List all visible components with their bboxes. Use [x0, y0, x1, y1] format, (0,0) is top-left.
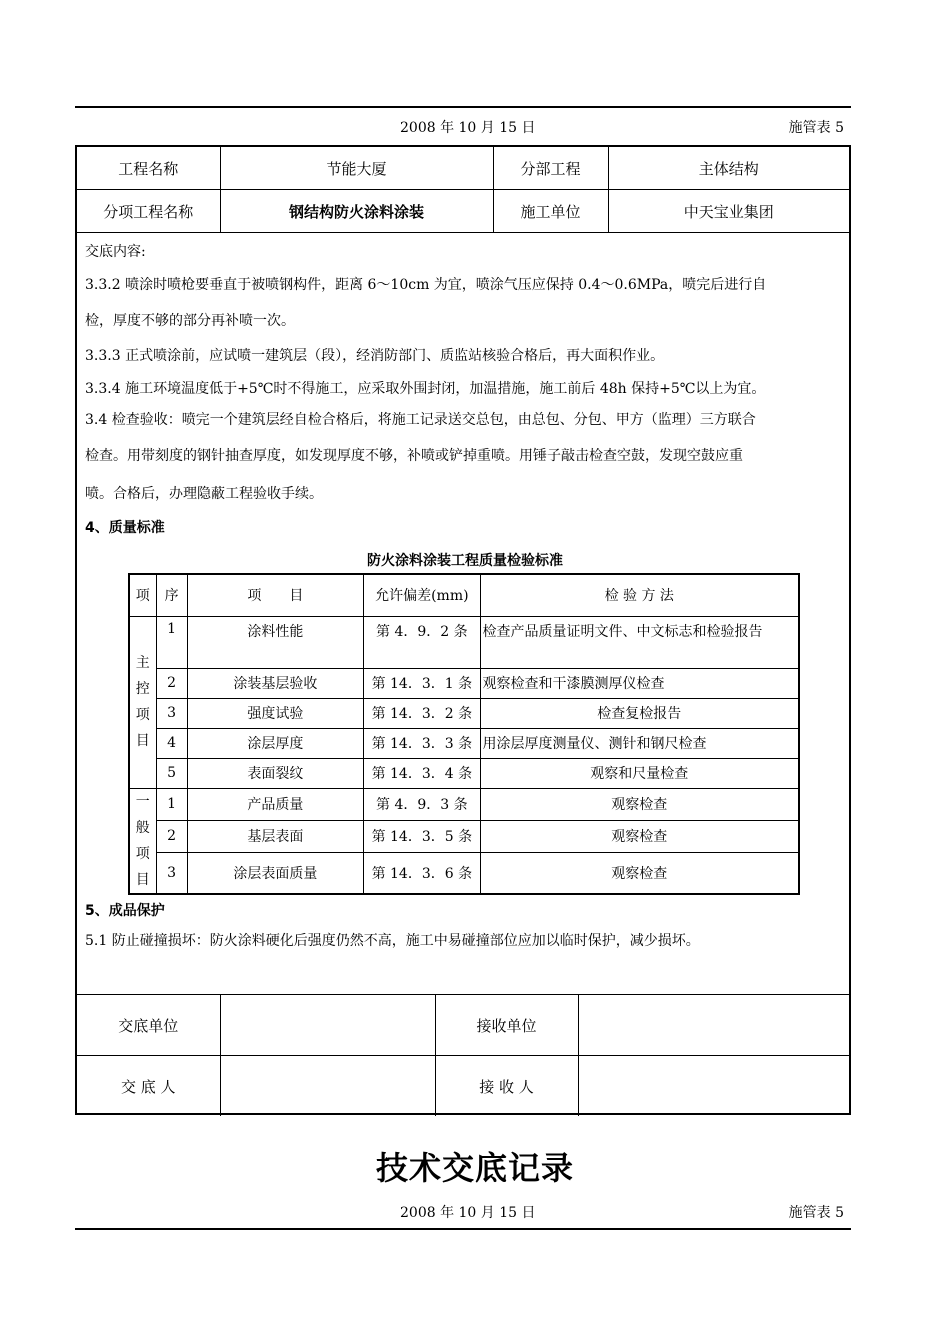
row-method: 观察检查和干漆膜测厚仪检查 — [480, 668, 799, 698]
row-name: 涂层厚度 — [187, 728, 364, 758]
row-tolerance: 第 14．3．3 条 — [364, 728, 480, 758]
row-tolerance: 第 14．3．6 条 — [364, 853, 480, 894]
row-method: 观察检查 — [480, 820, 799, 852]
contractor-value: 中天宝业集团 — [608, 190, 849, 233]
main-control-group — [129, 616, 156, 788]
contractor-label: 施工单位 — [493, 190, 608, 233]
row-method: 检查产品质量证明文件、中文标志和检验报告 — [480, 616, 799, 668]
row-seq: 3 — [156, 698, 187, 728]
row-tolerance: 第 14．3．1 条 — [364, 668, 480, 698]
row-seq: 1 — [156, 616, 187, 668]
header-form-number: 施管表 5 — [788, 120, 844, 136]
para-3-4-c: 喷。合格后，办理隐蔽工程验收手续。 — [85, 486, 323, 502]
row-tolerance: 第 4．9．3 条 — [364, 788, 480, 820]
row-name: 基层表面 — [187, 820, 364, 852]
group-char: 项 — [135, 845, 150, 862]
project-name-value: 节能大厦 — [220, 147, 493, 190]
row-seq: 2 — [156, 820, 187, 852]
bottom-form-number: 施管表 5 — [788, 1205, 844, 1221]
group-char: 目 — [135, 871, 150, 888]
record-frame — [75, 145, 851, 1115]
para-3-4-a: 3.4 检查验收：喷完一个建筑层经自检合格后，将施工记录送交总包，由总包、分包、甲方（监理）三方联合 — [85, 412, 756, 428]
para-3-3-2-a: 3.3.2 喷涂时喷枪要垂直于被喷钢构件，距离 6～10cm 为宜，喷涂气压应保持 0.4～0.6MPa，喷完后进行自 — [85, 277, 767, 293]
bottom-date: 2008 年 10 月 15 日 — [400, 1205, 536, 1221]
row-name: 强度试验 — [187, 698, 364, 728]
para-3-3-4: 3.3.4 施工环境温度低于+5℃时不得施工，应采取外围封闭，加温措施，施工前后 48h 保持+5℃以上为宜。 — [85, 381, 766, 397]
row-name: 涂装基层验收 — [187, 668, 364, 698]
group-char: 一 — [135, 793, 150, 810]
row-seq: 3 — [156, 853, 187, 894]
para-3-4-b: 检查。用带刻度的钢针抽查厚度，如发现厚度不够，补喷或铲掉重喷。用锤子敲击检查空鼓，发现空鼓应重 — [85, 448, 743, 464]
quality-standard-table — [128, 573, 800, 895]
col-header-name: 项 目 — [187, 574, 364, 616]
row-method: 用涂层厚度测量仪、测针和钢尺检查 — [480, 728, 799, 758]
row-name: 产品质量 — [187, 788, 364, 820]
col-header-item: 项 — [129, 574, 156, 616]
row-tolerance: 第 4．9．2 条 — [364, 616, 480, 668]
handover-person-label: 交 底 人 — [77, 1056, 220, 1117]
quality-table-title: 防火涂料涂装工程质量检验标准 — [367, 553, 563, 569]
subitem-label: 分项工程名称 — [77, 190, 220, 233]
col-header-tolerance: 允许偏差(mm) — [364, 574, 480, 616]
division-value: 主体结构 — [608, 147, 849, 190]
receiving-unit-label: 接收单位 — [435, 995, 578, 1056]
para-5-1: 5.1 防止碰撞损坏：防火涂料硬化后强度仍然不高，施工中易碰撞部位应加以临时保护，减少损坏。 — [85, 933, 700, 949]
subitem-value: 钢结构防火涂料涂装 — [220, 190, 493, 233]
receiving-unit-field[interactable] — [578, 995, 849, 1056]
row-tolerance: 第 14．3．4 条 — [364, 758, 480, 788]
project-name-label: 工程名称 — [77, 147, 220, 190]
receiver-field[interactable] — [578, 1056, 849, 1117]
division-label: 分部工程 — [493, 147, 608, 190]
receiver-label: 接 收 人 — [435, 1056, 578, 1117]
row-method: 检查复检报告 — [480, 698, 799, 728]
para-3-3-3: 3.3.3 正式喷涂前，应试喷一建筑层（段），经消防部门、质监站核验合格后，再大面积作业。 — [85, 348, 665, 364]
group-char: 项 — [135, 707, 150, 723]
handover-unit-label: 交底单位 — [77, 995, 220, 1056]
row-method: 观察和尺量检查 — [480, 758, 799, 788]
group-char: 目 — [135, 733, 150, 749]
row-tolerance: 第 14．3．5 条 — [364, 820, 480, 852]
content-heading: 交底内容: — [85, 244, 146, 260]
group-char: 控 — [135, 681, 150, 697]
section-5-heading: 5、成品保护 — [85, 903, 165, 919]
row-method: 观察检查 — [480, 853, 799, 894]
row-seq: 2 — [156, 668, 187, 698]
handover-person-field[interactable] — [220, 1056, 435, 1117]
row-seq: 5 — [156, 758, 187, 788]
handover-unit-field[interactable] — [220, 995, 435, 1056]
general-group — [129, 788, 156, 894]
row-seq: 4 — [156, 728, 187, 758]
row-tolerance: 第 14．3．2 条 — [364, 698, 480, 728]
signature-table — [77, 994, 849, 1116]
group-char: 般 — [135, 819, 150, 836]
section-4-heading: 4、质量标准 — [85, 520, 165, 536]
col-header-seq: 序 — [156, 574, 187, 616]
top-rule — [75, 106, 851, 108]
row-name: 涂料性能 — [187, 616, 364, 668]
row-method: 观察检查 — [480, 788, 799, 820]
group-char: 主 — [135, 655, 150, 671]
para-3-3-2-b: 检，厚度不够的部分再补喷一次。 — [85, 313, 295, 329]
document-title: 技术交底记录 — [375, 1149, 574, 1187]
row-seq: 1 — [156, 788, 187, 820]
row-name: 表面裂纹 — [187, 758, 364, 788]
project-info-table — [77, 147, 849, 233]
bottom-rule — [75, 1228, 851, 1230]
row-name: 涂层表面质量 — [187, 853, 364, 894]
col-header-method: 检 验 方 法 — [480, 574, 799, 616]
header-date: 2008 年 10 月 15 日 — [400, 120, 536, 136]
